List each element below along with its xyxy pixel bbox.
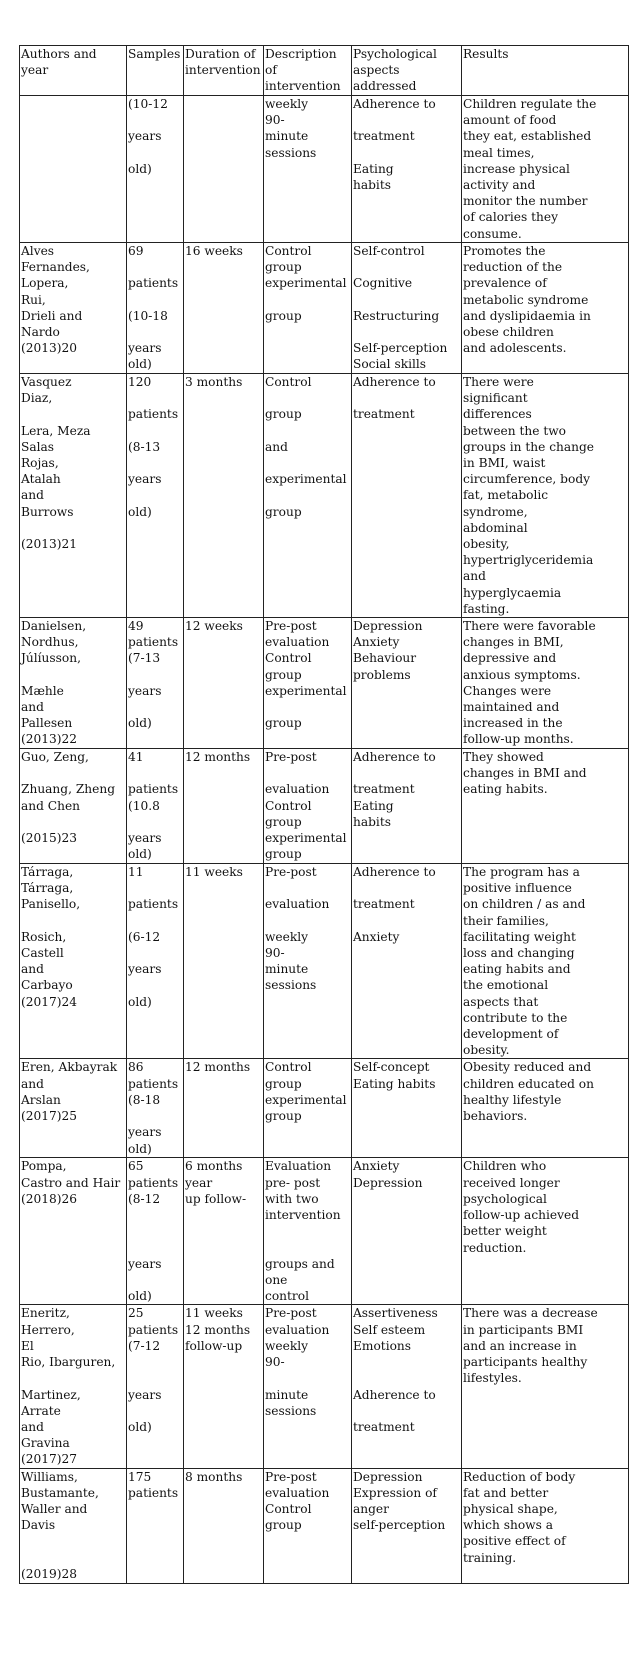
cell-samples: 11 patients (6-12 years old) xyxy=(127,864,184,1059)
header-aspects: Psychological aspects addressed xyxy=(352,46,462,96)
cell-authors xyxy=(20,96,127,243)
cell-results: They showed changes in BMI and eating habits. xyxy=(462,749,629,864)
table-body xyxy=(20,96,629,1584)
table-row xyxy=(20,749,629,864)
cell-aspects: Anxiety Depression xyxy=(352,1158,462,1305)
cell-aspects: Adherence to treatment xyxy=(352,374,462,618)
table-row xyxy=(20,1305,629,1468)
cell-results: Obesity reduced and children educated on healthy lifestyle behaviors. xyxy=(462,1059,629,1158)
cell-aspects: Self-concept Eating habits xyxy=(352,1059,462,1158)
header-duration: Duration of intervention xyxy=(184,46,264,96)
cell-results: Children who received longer psychological follow-up achieved better weight reduction. xyxy=(462,1158,629,1305)
cell-samples: 25 patients (7-12 years old) xyxy=(127,1305,184,1468)
cell-samples: (10-12 years old) xyxy=(127,96,184,243)
header-samples: Samples xyxy=(127,46,184,96)
table-row xyxy=(20,1059,629,1158)
cell-authors: Alves Fernandes, Lopera, Rui, Drieli and Nardo (2013)20 xyxy=(20,243,127,374)
cell-results: Children regulate the amount of food they eat, established meal times, increase physical activity and monitor the number of calories they consume. xyxy=(462,96,629,243)
cell-duration xyxy=(184,96,264,243)
cell-samples: 41 patients (10.8 years old) xyxy=(127,749,184,864)
table-row xyxy=(20,1158,629,1305)
cell-samples: 86 patients (8-18 years old) xyxy=(127,1059,184,1158)
cell-description: Control group and experimental group xyxy=(264,374,352,618)
cell-duration: 3 months xyxy=(184,374,264,618)
cell-duration: 11 weeks 12 months follow-up xyxy=(184,1305,264,1468)
table-row xyxy=(20,1468,629,1583)
header-description: Description of intervention xyxy=(264,46,352,96)
cell-description: Pre-post evaluation Control group experimental group xyxy=(264,749,352,864)
cell-samples: 49 patients (7-13 years old) xyxy=(127,618,184,749)
cell-aspects: Adherence to treatment Eating habits xyxy=(352,749,462,864)
table-row xyxy=(20,618,629,749)
cell-duration: 12 weeks xyxy=(184,618,264,749)
cell-authors: Eren, Akbayrak and Arslan (2017)25 xyxy=(20,1059,127,1158)
cell-results: There was a decrease in participants BMI and an increase in participants healthy lifestyles. xyxy=(462,1305,629,1468)
table-row xyxy=(20,96,629,243)
cell-authors: Danielsen, Nordhus, Júlíusson, Mæhle and Pallesen (2013)22 xyxy=(20,618,127,749)
table-row xyxy=(20,374,629,618)
header-results: Results xyxy=(462,46,629,96)
cell-aspects: Self-control Cognitive Restructuring Self-perception Social skills xyxy=(352,243,462,374)
cell-results: There were favorable changes in BMI, depressive and anxious symptoms. Changes were maintained and increased in the follow-up months. xyxy=(462,618,629,749)
cell-samples: 69 patients (10-18 years old) xyxy=(127,243,184,374)
cell-duration: 6 months year up follow- xyxy=(184,1158,264,1305)
cell-aspects: Adherence to treatment Eating habits xyxy=(352,96,462,243)
cell-description: Pre-post evaluation Control group experimental group xyxy=(264,618,352,749)
cell-authors: Vasquez Diaz, Lera, Meza Salas Rojas, Atalah and Burrows (2013)21 xyxy=(20,374,127,618)
cell-authors: Pompa, Castro and Hair (2018)26 xyxy=(20,1158,127,1305)
cell-duration: 8 months xyxy=(184,1468,264,1583)
cell-results: Promotes the reduction of the prevalence of metabolic syndrome and dyslipidaemia in obese children and adolescents. xyxy=(462,243,629,374)
cell-authors: Tárraga, Tárraga, Panisello, Rosich, Castell and Carbayo (2017)24 xyxy=(20,864,127,1059)
cell-description: Control group experimental group xyxy=(264,243,352,374)
cell-samples: 175 patients xyxy=(127,1468,184,1583)
cell-aspects: Adherence to treatment Anxiety xyxy=(352,864,462,1059)
cell-description: Evaluation pre- post with two intervention groups and one control xyxy=(264,1158,352,1305)
studies-table xyxy=(19,45,629,1584)
document-page xyxy=(19,45,628,1584)
cell-aspects: Assertiveness Self esteem Emotions Adherence to treatment xyxy=(352,1305,462,1468)
table-row xyxy=(20,243,629,374)
cell-results: The program has a positive influence on children / as and their families, facilitating weight loss and changing eating habits and the emotional aspects that contribute to the development of obesity. xyxy=(462,864,629,1059)
cell-authors: Guo, Zeng, Zhuang, Zheng and Chen (2015)23 xyxy=(20,749,127,864)
cell-results: Reduction of body fat and better physical shape, which shows a positive effect of training. xyxy=(462,1468,629,1583)
cell-duration: 12 months xyxy=(184,749,264,864)
cell-duration: 11 weeks xyxy=(184,864,264,1059)
cell-description: Control group experimental group xyxy=(264,1059,352,1158)
cell-aspects: Depression Expression of anger self-perception xyxy=(352,1468,462,1583)
table-header-row xyxy=(20,46,629,96)
cell-samples: 65 patients (8-12 years old) xyxy=(127,1158,184,1305)
cell-results: There were significant differences between the two groups in the change in BMI, waist circumference, body fat, metabolic syndrome, abdominal obesity, hypertriglyceridemia and hyperglycaemia fasting. xyxy=(462,374,629,618)
table-row xyxy=(20,864,629,1059)
cell-description: Pre-post evaluation weekly 90- minute sessions xyxy=(264,1305,352,1468)
cell-duration: 16 weeks xyxy=(184,243,264,374)
cell-samples: 120 patients (8-13 years old) xyxy=(127,374,184,618)
cell-authors: Williams, Bustamante, Waller and Davis (2019)28 xyxy=(20,1468,127,1583)
cell-aspects: Depression Anxiety Behaviour problems xyxy=(352,618,462,749)
cell-description: Pre-post evaluation Control group xyxy=(264,1468,352,1583)
header-authors: Authors and year xyxy=(20,46,127,96)
cell-authors: Eneritz, Herrero, El Rio, Ibarguren, Martinez, Arrate and Gravina (2017)27 xyxy=(20,1305,127,1468)
cell-description: weekly 90- minute sessions xyxy=(264,96,352,243)
cell-description: Pre-post evaluation weekly 90- minute sessions xyxy=(264,864,352,1059)
cell-duration: 12 months xyxy=(184,1059,264,1158)
